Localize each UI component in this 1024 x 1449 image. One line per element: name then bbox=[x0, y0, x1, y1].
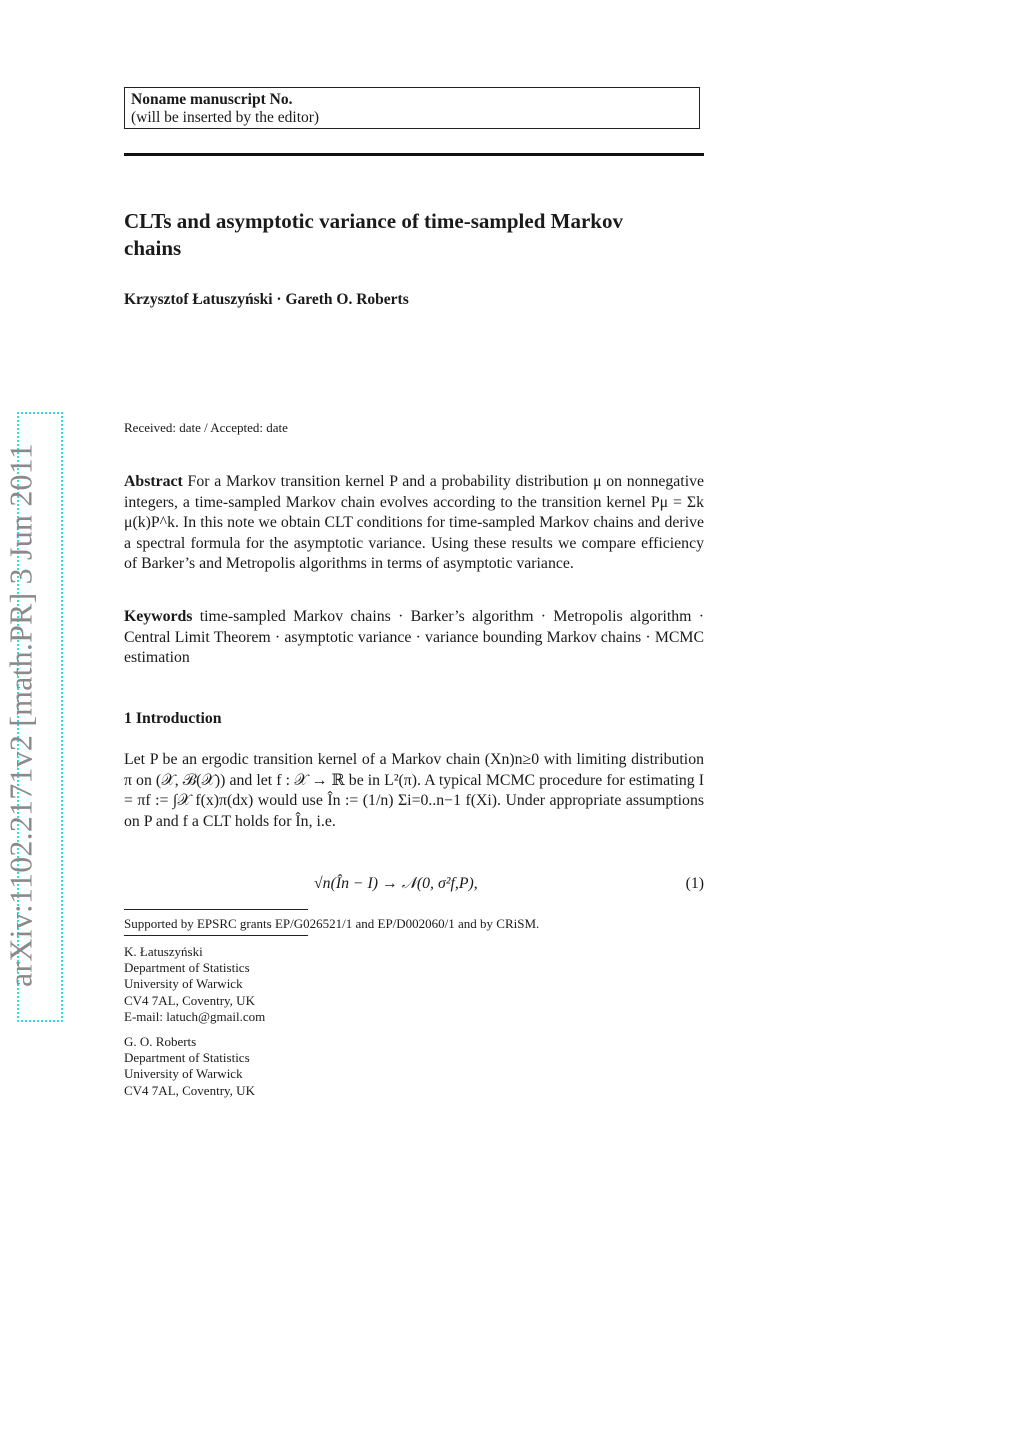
footnote-rule-2 bbox=[124, 935, 308, 936]
affil-addr: CV4 7AL, Coventry, UK bbox=[124, 1082, 255, 1098]
equation bbox=[124, 875, 704, 899]
abstract-label: Abstract bbox=[124, 473, 183, 490]
affil-dept: Department of Statistics bbox=[124, 960, 250, 976]
affil-name: K. Łatuszyński bbox=[124, 944, 203, 959]
equation-body: √n(În − I) → 𝒩(0, σ²f,P), bbox=[314, 875, 478, 892]
keywords-label: Keywords bbox=[124, 608, 193, 625]
equation-number: (1) bbox=[685, 875, 704, 892]
affil-dept: Department of Statistics bbox=[124, 1050, 250, 1066]
affil-name: G. O. Roberts bbox=[124, 1034, 197, 1049]
editor-note: (will be inserted by the editor) bbox=[131, 109, 320, 126]
header-rule bbox=[124, 153, 704, 156]
abstract-text: For a Markov transition kernel P and a probability distribution μ on nonnegative integers, a time-sampled Markov chain evolves according to the transition kernel Pμ = Σk μ(k)P^k. In this note we obtain CLT conditions for time-sampled Markov chains and derive a spectral formula for the asymptotic variance. Using these results we compare efficiency of Barker’s and Metropolis algorithms in terms of asymptotic variance. bbox=[124, 473, 704, 572]
affil-addr: CV4 7AL, Coventry, UK bbox=[124, 992, 255, 1008]
keywords bbox=[124, 607, 704, 669]
footnote-rule bbox=[124, 909, 308, 910]
affiliation-1 bbox=[124, 944, 265, 1025]
affiliation-2 bbox=[124, 1034, 255, 1099]
affil-univ: University of Warwick bbox=[124, 976, 243, 992]
manuscript-box bbox=[124, 87, 700, 129]
funding-footnote: Supported by EPSRC grants EP/G026521/1 and EP/D002060/1 and by CRiSM. bbox=[124, 916, 540, 931]
arxiv-stamp: arXiv:1102.2171v2 [math.PR] 3 Jun 2011 bbox=[2, 443, 39, 987]
received-date: Received: date / Accepted: date bbox=[124, 420, 288, 435]
paper-title: CLTs and asymptotic variance of time-sampled Markov chains bbox=[124, 209, 623, 260]
section-heading: 1 Introduction bbox=[124, 710, 222, 727]
affil-univ: University of Warwick bbox=[124, 1066, 243, 1082]
manuscript-label: Noname manuscript No. bbox=[131, 91, 293, 108]
abstract bbox=[124, 472, 704, 575]
keywords-text: time-sampled Markov chains · Barker’s algorithm · Metropolis algorithm · Central Limit Theorem · asymptotic variance · variance bounding Markov chains · MCMC estimation bbox=[124, 608, 705, 666]
author-list: Krzysztof Łatuszyński · Gareth O. Roberts bbox=[124, 291, 409, 308]
intro-paragraph: Let P be an ergodic transition kernel of a Markov chain (Xn)n≥0 with limiting distribution π on (𝒳, ℬ(𝒳)) and let f : 𝒳 → ℝ be in L²(π). A typical MCMC procedure for estimating I = πf := ∫𝒳 f(x)π(dx) would use În := (1/n) Σi=0..n−1 f(Xi). Under appropriate assumptions on P and f a CLT holds for În, i.e. bbox=[124, 751, 704, 830]
affil-email: E-mail: latuch@gmail.com bbox=[124, 1008, 266, 1024]
